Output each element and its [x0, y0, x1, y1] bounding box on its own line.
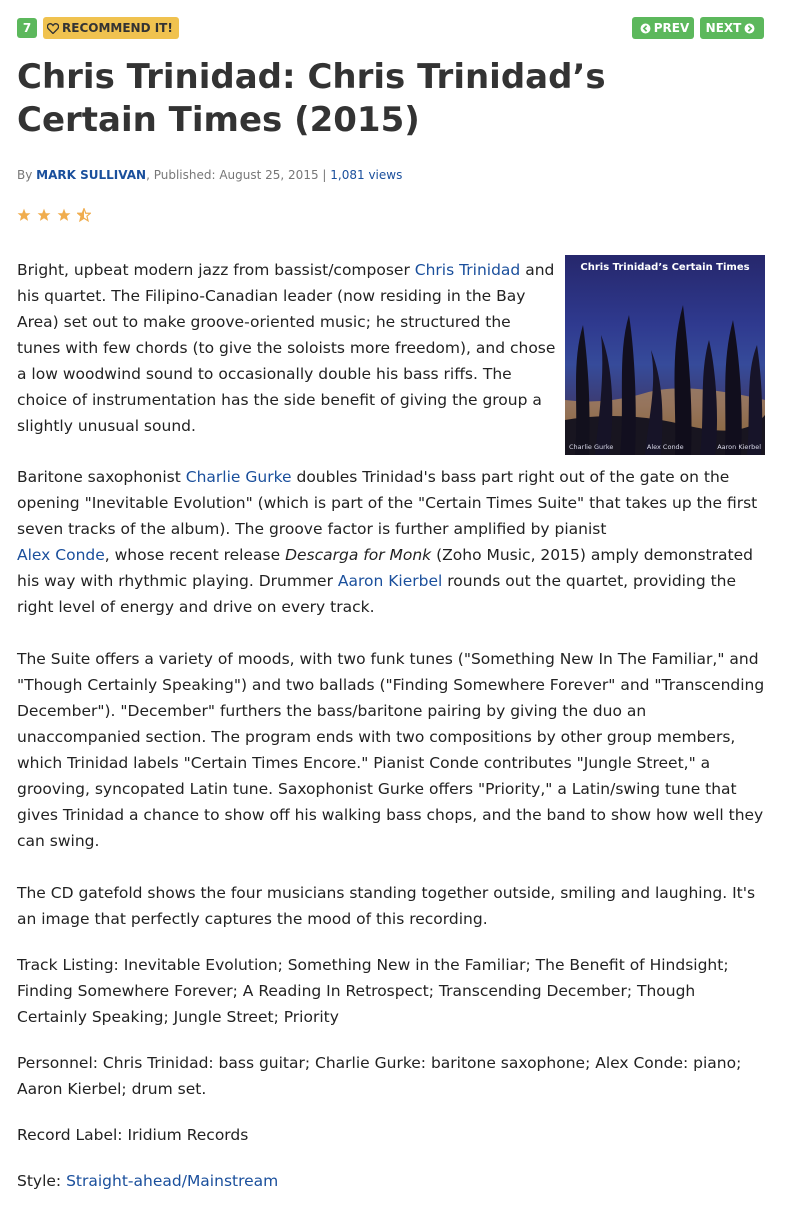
star-rating	[17, 208, 91, 222]
recommend-button[interactable]	[43, 17, 179, 39]
chevron-left-icon	[640, 23, 651, 34]
text-span: Bright, upbeat modern jazz from bassist/composer	[17, 261, 415, 279]
half-star-icon	[77, 208, 91, 222]
star-icon	[37, 208, 51, 222]
published-date: , Published: August 25, 2015 |	[146, 168, 327, 182]
album-title-emphasis: Descarga for Monk	[285, 546, 432, 564]
personnel: Personnel: Chris Trinidad: bass guitar; Charlie Gurke: baritone saxophone; Alex Conde: piano; Aaron Kierbel; drum set.	[17, 1054, 742, 1098]
cover-name: Aaron Kierbel	[717, 443, 761, 451]
text-span: Baritone saxophonist	[17, 468, 186, 486]
link-style[interactable]: Straight-ahead/Mainstream	[66, 1172, 279, 1190]
prev-label: PREV	[653, 21, 690, 35]
album-cover	[565, 255, 765, 455]
next-button[interactable]	[700, 17, 764, 39]
cover-name: Alex Conde	[646, 443, 684, 451]
link-charlie-gurke[interactable]: Charlie Gurke	[185, 468, 292, 486]
text-span: doubles Trinidad's bass part right out of the gate on the opening "Inevitable Evolution" (which is part of the "Certain Times Suite" that takes up the first seven tracks of the album). The groove factor is further amplified by pianist	[17, 468, 758, 538]
next-label: NEXT	[705, 21, 742, 35]
style	[17, 1168, 769, 1194]
album-cover-art	[565, 255, 765, 455]
star-icon	[17, 208, 31, 222]
recommend-count-badge: 7	[17, 18, 37, 38]
style-label: Style:	[17, 1172, 67, 1190]
heart-icon	[47, 23, 59, 34]
record-label: Record Label: Iridium Records	[17, 1126, 249, 1144]
chevron-right-icon	[744, 23, 755, 34]
article-title: Chris Trinidad: Chris Trinidad’s Certain Times (2015)	[17, 57, 606, 140]
byline	[17, 168, 402, 182]
cover-name: Charlie Gurke	[569, 443, 614, 451]
byline-by: By	[17, 168, 33, 182]
author-link[interactable]: MARK SULLIVAN	[36, 168, 147, 182]
paragraph-band	[17, 464, 769, 620]
prev-button[interactable]	[632, 17, 694, 39]
link-chris-trinidad[interactable]: Chris Trinidad	[414, 261, 521, 279]
text-span: and his quartet. The Filipino-Canadian leader (now residing in the Bay Area) set out to make groove-oriented music; he structured the tunes with few chords (to give the soloists more freedom), and chose a low woodwind sound to occasionally double his bass riffs. The choice of instrumentation has the side benefit of giving the group a slightly unusual sound.	[17, 261, 556, 435]
album-cover-names	[569, 443, 761, 451]
star-icon	[57, 208, 71, 222]
link-aaron-kierbel[interactable]: Aaron Kierbel	[337, 572, 443, 590]
views-count[interactable]: 1,081 views	[330, 168, 403, 182]
album-cover-title: Chris Trinidad’s Certain Times	[580, 262, 750, 273]
recommend-label: RECOMMEND IT!	[62, 21, 173, 35]
paragraph-gatefold: The CD gatefold shows the four musicians standing together outside, smiling and laughing. It's an image that perfectly captures the mood of this recording.	[17, 884, 756, 928]
text-span: rounds out the quartet, providing the right level of energy and drive on every track.	[17, 572, 737, 616]
text-span: (Zoho Music, 2015) amply demonstrated his way with rhythmic playing. Drummer	[17, 546, 753, 590]
track-listing: Track Listing: Inevitable Evolution; Something New in the Familiar; The Benefit of Hindsight; Finding Somewhere Forever; A Reading In Retrospect; Transcending December; Though Certainly Speaking; Jungle Street; Priority	[17, 956, 729, 1026]
paragraph-intro	[17, 257, 557, 439]
link-alex-conde[interactable]: Alex Conde	[17, 546, 105, 564]
paragraph-suite: The Suite offers a variety of moods, with two funk tunes ("Something New In The Familiar," and "Though Certainly Speaking") and two ballads ("Finding Somewhere Forever" and "Transcending December"). "December" furthers the bass/baritone pairing by giving the duo an unaccompanied section. The program ends with two compositions by other group members, which Trinidad labels "Certain Times Encore." Pianist Conde contributes "Jungle Street," a grooving, syncopated Latin tune. Saxophonist Gurke offers "Priority," a Latin/swing tune that gives Trinidad a chance to show off his walking bass chops, and the band to show how well they can swing.	[17, 650, 765, 850]
text-span: , whose recent release	[104, 546, 286, 564]
